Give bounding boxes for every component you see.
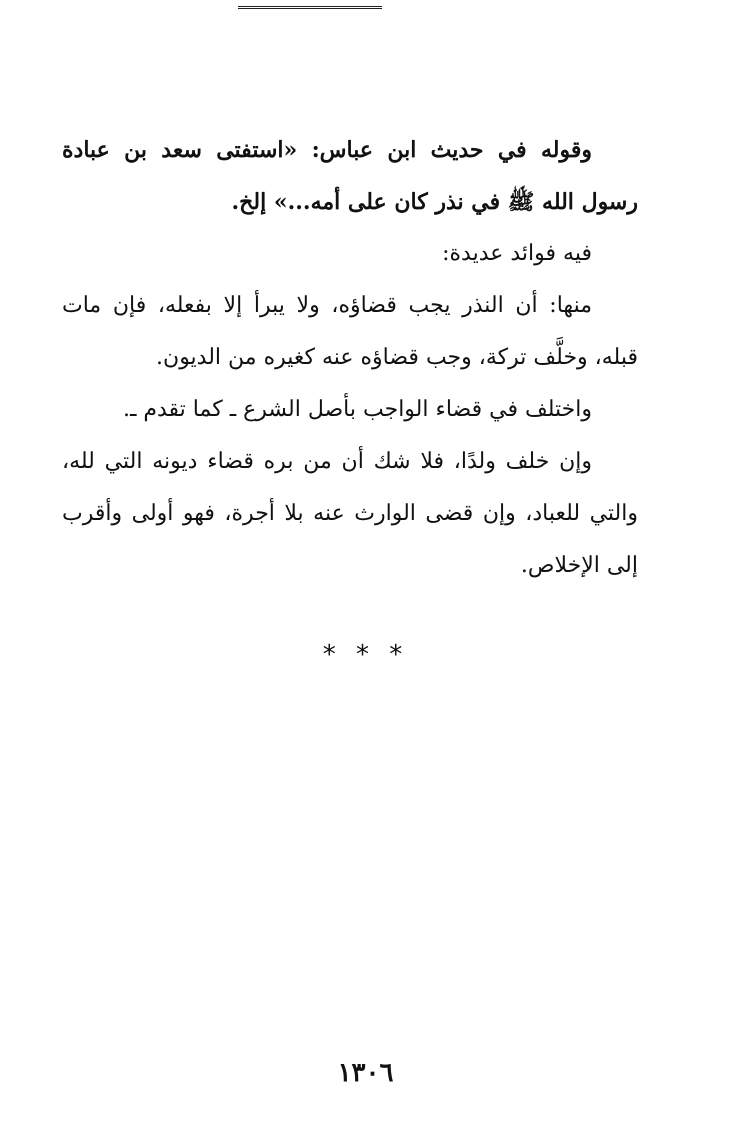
main-text-block bbox=[62, 124, 638, 592]
paragraph-benefit-one: منها: أن النذر يجب قضاؤه، ولا يبرأ إلا بفعله، فإن مات قبله، وخلَّف تركة، وجب قضاؤه عنه كغيره من الديون. bbox=[62, 293, 638, 370]
paragraph-benefits-heading: فيه فوائد عديدة: bbox=[442, 241, 592, 266]
section-separator: * * * bbox=[322, 640, 409, 670]
paragraph-dispute-note: واختلف في قضاء الواجب بأصل الشرع ـ كما تقدم ـ. bbox=[122, 397, 592, 422]
paragraph-child-duty: وإن خلف ولدًا، فلا شك أن من بره قضاء ديونه التي لله، والتي للعباد، وإن قضى الوارث عنه بلا أجرة، فهو أولى وأقرب إلى الإخلاص. bbox=[62, 449, 638, 578]
top-decorative-rule bbox=[238, 0, 382, 9]
paragraph-hadith-intro: وقوله في حديث ابن عباس: «استفتى سعد بن عبادة رسول الله ﷺ في نذر كان على أمه...» إلخ. bbox=[62, 137, 638, 215]
page-number: ١٣٠٦ bbox=[337, 1058, 394, 1088]
